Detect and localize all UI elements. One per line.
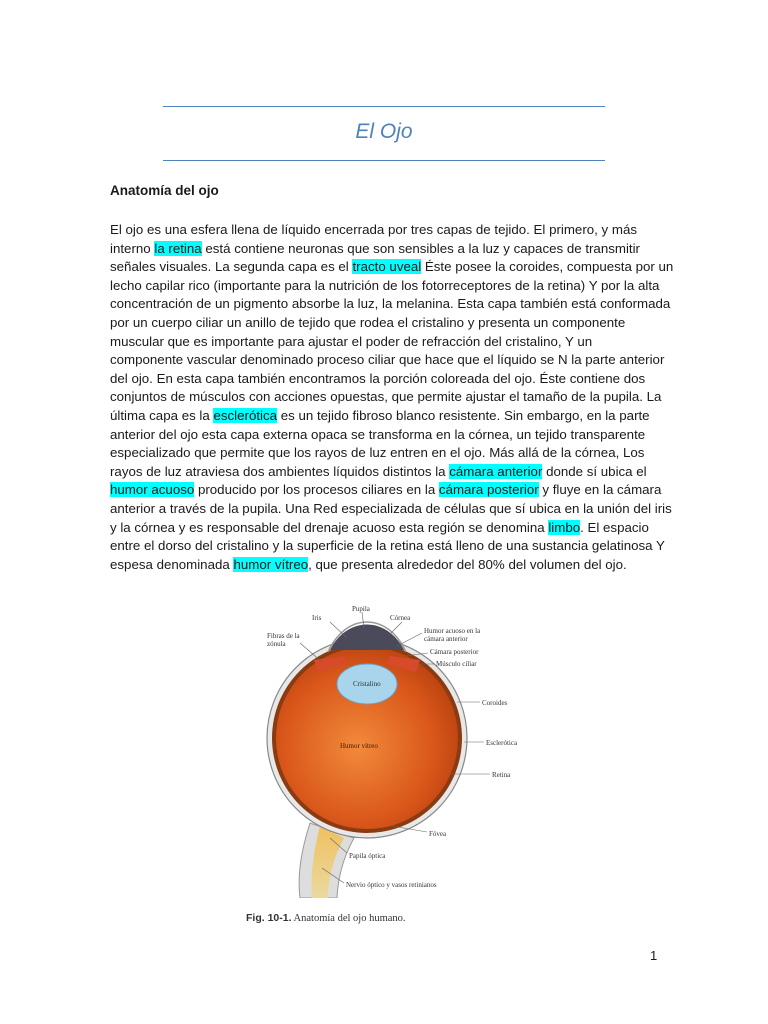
text-segment: componente vascular denominado proceso ciliar que hace que el líquido se N la parte anterior (110, 352, 665, 368)
page-number: 1 (650, 948, 658, 963)
label-fibras-1: Fibras de la (267, 632, 300, 640)
paragraph-line (110, 463, 662, 482)
text-segment: y la córnea y es responsable del drenaje acuoso esta región se denomina (110, 519, 549, 535)
text-segment: del ojo. En esta capa también encontramos la porción coloreada del ojo. Éste contiene dos (110, 370, 646, 386)
label-camara-posterior: Cámara posterior (430, 648, 479, 656)
highlighted-term: cámara anterior (449, 463, 543, 479)
title-rule-bottom (163, 160, 605, 161)
paragraph-line (110, 519, 662, 538)
text-segment: interno (110, 240, 155, 256)
paragraph-line (110, 500, 672, 519)
paragraph-line (110, 556, 662, 575)
paragraph-line (110, 426, 662, 445)
label-cornea: Córnea (390, 614, 411, 622)
label-fibras-2: zónula (267, 640, 286, 648)
caption-number: Fig. 10-1. (246, 912, 292, 924)
text-segment: especializado que permite que los rayos de luz entren en el ojo. Más allá de la córnea, Los (110, 445, 645, 461)
text-segment: rayos de luz atraviesa dos ambientes líquidos distintos la (110, 463, 450, 479)
label-humor-acuoso-2: cámara anterior (424, 635, 468, 643)
label-humor-acuoso-1: Humor acuoso en la (424, 627, 481, 635)
highlighted-term: la retina (154, 240, 202, 256)
label-humor-vitreo: Humor vítreo (340, 742, 378, 750)
paragraph-line (110, 258, 674, 277)
paragraph-line (110, 295, 671, 314)
label-musculo-ciliar: Músculo ciliar (436, 660, 477, 668)
section-heading: Anatomía del ojo (110, 183, 219, 198)
paragraph-line (110, 407, 662, 426)
text-segment: . El espacio (580, 519, 649, 535)
paragraph-line (110, 481, 662, 500)
text-segment: es un tejido fibroso blanco resistente. Sin embargo, en la parte (277, 407, 650, 423)
body-paragraph (110, 221, 674, 574)
label-esclerotica: Esclerótica (486, 739, 518, 747)
label-coroides: Coroides (482, 699, 508, 707)
label-cristalino: Cristalino (353, 680, 381, 688)
text-segment: El ojo es una esfera llena de líquido encerrada por tres capas de tejido. El primero, y más (110, 222, 637, 237)
paragraph-line (110, 277, 662, 296)
label-papila-optica: Papila óptica (349, 852, 386, 860)
text-segment: muscular que es importante para ajustar el poder de refracción del cristalino, Y un (110, 333, 593, 349)
text-segment: donde sí ubica el (542, 463, 647, 479)
label-iris: Iris (312, 614, 322, 622)
figure-caption (246, 912, 406, 924)
paragraph-line (110, 221, 662, 240)
text-segment: conjuntos de músculos con acciones opuestas, que permite ajustar el tamaño de la pupila. La (110, 389, 662, 405)
paragraph-line (110, 537, 665, 556)
label-pupila: Pupila (352, 605, 370, 613)
text-segment: lecho capilar rico (importante para la nutrición de los fotorreceptores de la retina) Y por la alta (110, 277, 660, 293)
highlighted-term: esclerótica (213, 407, 278, 423)
highlighted-term: limbo (548, 519, 581, 535)
text-segment: producido por los procesos ciliares en la (194, 482, 439, 498)
paragraph-line (110, 444, 662, 463)
paragraph-line (110, 388, 662, 407)
document-title: El Ojo (355, 120, 413, 143)
eye-anatomy-figure (252, 598, 542, 898)
caption-text: Anatomía del ojo humano. (291, 913, 406, 924)
text-segment: , que presenta alrededor del 80% del volumen del ojo. (308, 556, 627, 572)
label-nervio-optico: Nervio óptico y vasos retinianos (346, 881, 437, 889)
paragraph-line (110, 351, 665, 370)
text-segment: anterior del ojo esta capa externa opaca se transforma en la córnea, un tejido transparente (110, 426, 646, 442)
text-segment: entre el dorso del cristalino y la superficie de la retina está lleno de una sustancia gelatinosa Y (110, 538, 665, 554)
text-segment: está contiene neuronas que son sensibles a la luz y capaces de transmitir (201, 240, 640, 256)
label-fovea: Fóvea (429, 830, 447, 838)
text-segment: concentración de un pigmento absorbe la luz, la melanina. Esta capa también está conformada (110, 296, 671, 312)
cornea (330, 625, 404, 651)
highlighted-term: tracto uveal (352, 259, 422, 275)
text-segment: señales visuales. La segunda capa es el (110, 259, 353, 275)
label-retina: Retina (492, 771, 511, 779)
text-segment: Éste posee la coroides, compuesta por un (421, 259, 674, 275)
paragraph-line (110, 240, 662, 259)
text-segment: espesa denominada (110, 556, 234, 572)
highlighted-term: humor vítreo (233, 556, 309, 572)
text-segment: por un cuerpo ciliar un anillo de tejido que rodea el cristalino y presenta un componente (110, 314, 626, 330)
text-segment: última capa es la (110, 407, 214, 423)
title-rule-top (163, 106, 605, 107)
highlighted-term: cámara posterior (438, 482, 539, 498)
eye-diagram (252, 598, 542, 898)
paragraph-line (110, 370, 662, 389)
paragraph-line (110, 314, 662, 333)
text-segment: anterior a través de la pupila. Una Red especializada de células que sí ubica en la unión del iris (110, 500, 672, 516)
highlighted-term: humor acuoso (110, 482, 195, 498)
text-segment: y fluye en la cámara (538, 482, 662, 498)
paragraph-line (110, 333, 662, 352)
